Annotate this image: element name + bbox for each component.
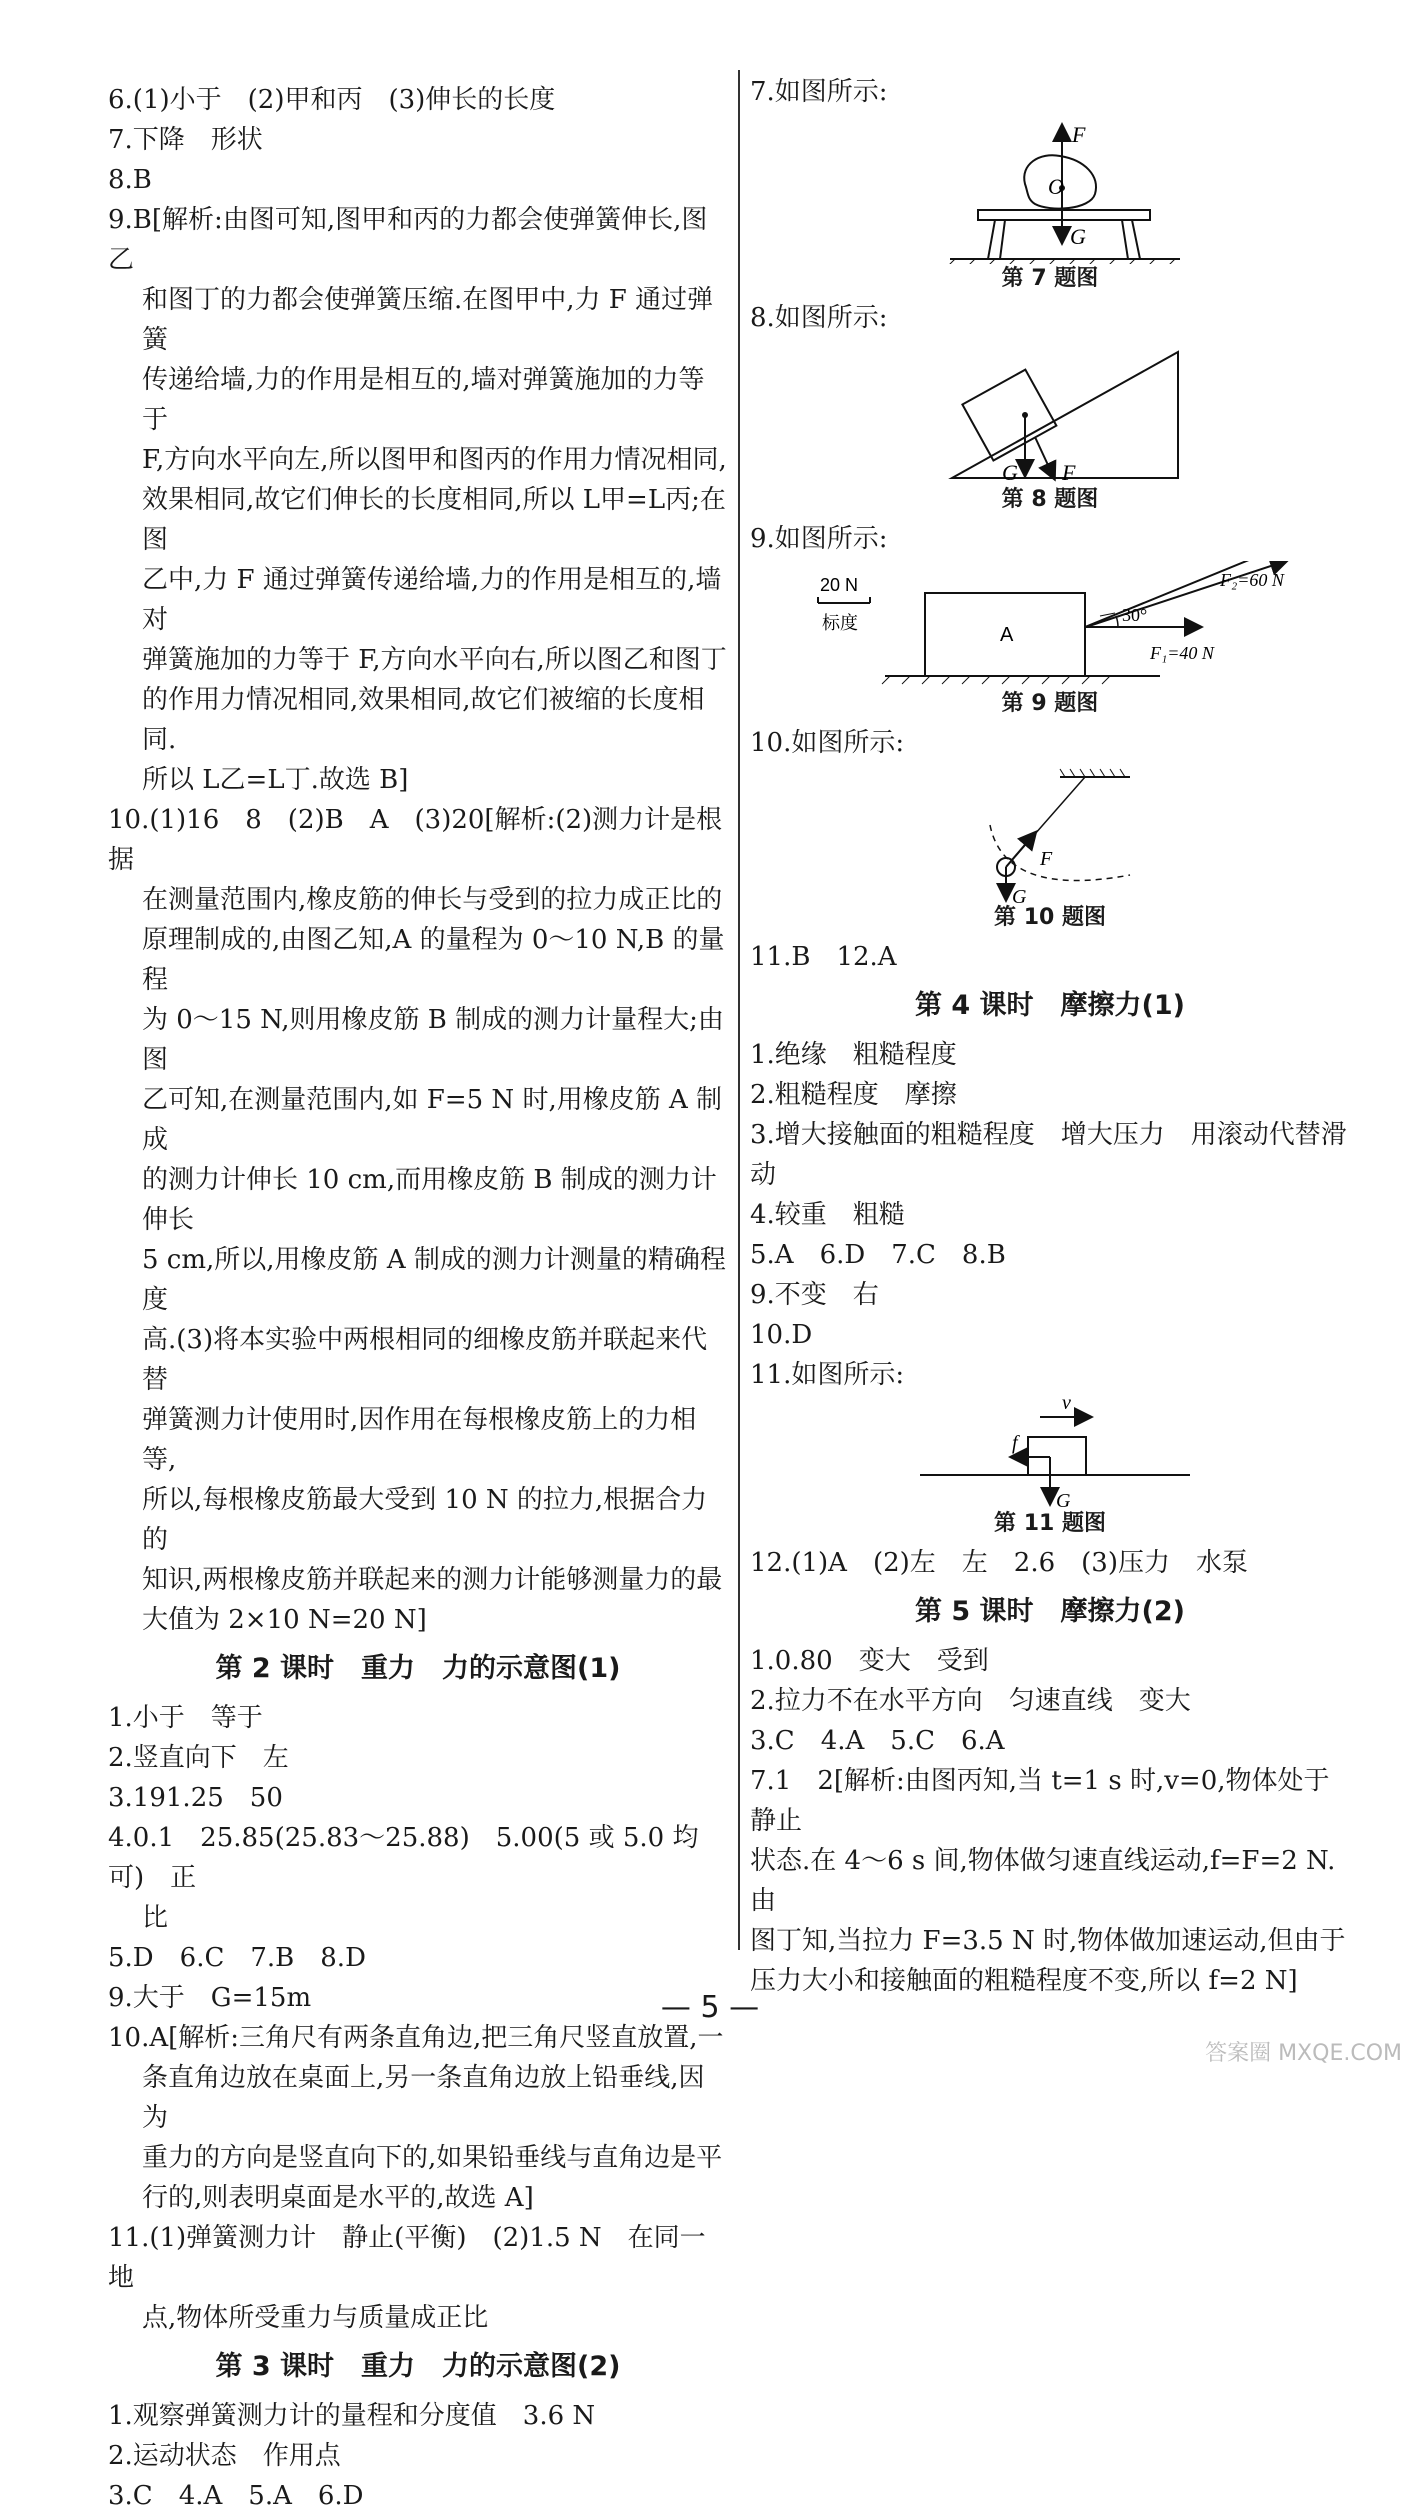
force-label-f1: F₁=40 N [1150, 643, 1214, 663]
lesson-3-answer: 2.运动状态 作用点 [108, 2441, 341, 2471]
lesson-3-answer: 1.观察弹簧测力计的量程和分度值 3.6 N [108, 2401, 596, 2431]
answer-10-line: 的测力计伸长 10 cm,而用橡皮筋 B 制成的测力计伸长 [142, 1165, 717, 1235]
figure-7-caption: 第 7 题图 [1001, 266, 1099, 291]
lesson-5-answer: 1.0.80 变大 受到 [750, 1646, 989, 1676]
answer-10-line: 在测量范围内,橡皮筋的伸长与受到的拉力成正比的 [142, 885, 723, 915]
page-number: — 5 — [660, 1990, 760, 2025]
lesson-5-answer: 3.C 4.A 5.C 6.A [750, 1726, 1005, 1756]
answer-9-line: 传递给墙,力的作用是相互的,墙对弹簧施加的力等于 [142, 365, 705, 435]
lesson-2-answer: 2.竖直向下 左 [108, 1743, 289, 1773]
figure-9 [750, 561, 1350, 719]
answer-9-line: 弹簧施加的力等于 F,方向水平向右,所以图乙和图丁 [142, 645, 727, 675]
figure-8-caption: 第 8 题图 [1001, 487, 1099, 512]
scale-value: 20 N [820, 575, 859, 595]
answer-9-line: F,方向水平向左,所以图甲和图丙的作用力情况相同, [142, 445, 727, 475]
lesson-4-answer: 4.较重 粗糙 [750, 1200, 905, 1230]
lesson-3-answer: 3.C 4.A 5.A 6.D [108, 2481, 364, 2511]
answer-9-line: 所以 L乙=L丁.故选 B] [142, 765, 409, 795]
answer-10-line: 乙可知,在测量范围内,如 F=5 N 时,用橡皮筋 A 制成 [142, 1085, 723, 1155]
figure-11-diagram [750, 1397, 1350, 1509]
section-heading-lesson-2: 第 2 课时 重力 力的示意图(1) [215, 1653, 621, 1684]
figure-8 [750, 340, 1350, 515]
lesson-5-answer: 2.拉力不在水平方向 匀速直线 变大 [750, 1686, 1191, 1716]
section-heading-lesson-4: 第 4 课时 摩擦力(1) [914, 990, 1186, 1021]
figure-7-diagram [750, 114, 1350, 264]
answer-11-12: 11.B 12.A [750, 942, 897, 972]
answer-10-line: 大值为 2×10 N=20 N] [142, 1605, 427, 1635]
figure-9-diagram [750, 561, 1350, 689]
answer-9: 9.B[解析:由图可知,图甲和丙的力都会使弹簧伸长,图乙 [108, 205, 708, 275]
answer-6: 6.(1)小于 (2)甲和丙 (3)伸长的长度 [108, 85, 556, 115]
force-label-f: F [1062, 460, 1076, 485]
lesson-5-answer: 压力大小和接触面的粗糙程度不变,所以 f=2 N] [750, 1966, 1298, 1996]
lesson-5-answer: 图丁知,当拉力 F=3.5 N 时,物体做加速运动,但由于 [750, 1926, 1346, 1956]
force-label-f: F [1040, 848, 1053, 870]
column-divider [738, 70, 740, 1950]
lesson-2-answer: 10.A[解析:三角尺有两条直角边,把三角尺竖直放置,一 [108, 2023, 724, 2053]
point-label-o: O [1048, 174, 1064, 199]
answer-10-line: 为 0～15 N,则用橡皮筋 B 制成的测力计量程大;由图 [142, 1005, 724, 1075]
answer-9-line: 和图丁的力都会使弹簧压缩.在图甲中,力 F 通过弹簧 [142, 285, 714, 355]
answer-9-prompt: 9.如图所示: [750, 524, 888, 554]
watermark-logo: 答案圈 MXQE.COM [1205, 2041, 1402, 2066]
lesson-2-answer: 3.191.25 50 [108, 1783, 283, 1813]
lesson-2-answer: 重力的方向是竖直向下的,如果铅垂线与直角边是平 [142, 2143, 723, 2173]
lesson-4-answer: 11.如图所示: [750, 1360, 905, 1390]
figure-9-caption: 第 9 题图 [1001, 691, 1099, 716]
lesson-2-answer: 5.D 6.C 7.B 8.D [108, 1943, 366, 1973]
answer-7: 7.下降 形状 [108, 125, 263, 155]
figure-10-diagram [750, 765, 1350, 903]
force-label-g: G [1056, 1490, 1071, 1509]
answer-9-line: 的作用力情况相同,效果相同,故它们被缩的长度相同. [142, 685, 705, 755]
lesson-4-answer: 1.绝缘 粗糙程度 [750, 1040, 957, 1070]
angle-label: 30° [1122, 605, 1148, 625]
force-label-f2: F₂=60 N [1220, 570, 1284, 590]
force-label-g: G [1070, 224, 1086, 249]
figure-11-caption: 第 11 题图 [994, 1511, 1106, 1536]
force-label-g: G [1012, 886, 1027, 903]
answer-8: 8.B [108, 165, 152, 195]
lesson-2-answer: 1.小于 等于 [108, 1703, 263, 1733]
right-column [750, 72, 1350, 2001]
lesson-2-answer: 4.0.1 25.85(25.83～25.88) 5.00(5 或 5.0 均可) 正 [108, 1823, 699, 1893]
answer-9-line: 效果相同,故它们伸长的长度相同,所以 L甲=L丙;在图 [142, 485, 726, 555]
lesson-5-answer: 7.1 2[解析:由图丙知,当 t=1 s 时,v=0,物体处于静止 [750, 1766, 1330, 1836]
answer-10-line: 高.(3)将本实验中两根相同的细橡皮筋并联起来代替 [142, 1325, 708, 1395]
answer-10-prompt: 10.如图所示: [750, 728, 905, 758]
answer-8-prompt: 8.如图所示: [750, 303, 888, 333]
figure-10 [750, 765, 1350, 933]
figure-7 [750, 114, 1350, 294]
scale-label: 标度 [822, 613, 858, 634]
answer-10-line: 原理制成的,由图乙知,A 的量程为 0～10 N,B 的量程 [142, 925, 725, 995]
lesson-4-answer: 9.不变 右 [750, 1280, 879, 1310]
answer-9-line: 乙中,力 F 通过弹簧传递给墙,力的作用是相互的,墙对 [142, 565, 722, 635]
section-heading-lesson-5: 第 5 课时 摩擦力(2) [914, 1596, 1186, 1627]
answer-10-line: 弹簧测力计使用时,因作用在每根橡皮筋上的力相等, [142, 1405, 697, 1475]
lesson-4-answer: 2.粗糙程度 摩擦 [750, 1080, 957, 1110]
block-label-a: A [1000, 624, 1014, 646]
answer-10-line: 知识,两根橡皮筋并联起来的测力计能够测量力的最 [142, 1565, 723, 1595]
answer-10: 10.(1)16 8 (2)B A (3)20[解析:(2)测力计是根据 [108, 805, 723, 875]
velocity-label: v [1062, 1397, 1071, 1414]
lesson-2-answer: 9.大于 G=15m [108, 1983, 312, 2013]
answer-7-prompt: 7.如图所示: [750, 77, 888, 107]
lesson-2-answer: 条直角边放在桌面上,另一条直角边放上铅垂线,因为 [142, 2063, 705, 2133]
lesson-2-answer: 点,物体所受重力与质量成正比 [142, 2303, 489, 2333]
lesson-2-answer: 行的,则表明桌面是水平的,故选 A] [142, 2183, 534, 2213]
figure-10-caption: 第 10 题图 [994, 905, 1106, 930]
figure-8-diagram [750, 340, 1350, 485]
answer-10-line: 5 cm,所以,用橡皮筋 A 制成的测力计测量的精确程度 [142, 1245, 726, 1315]
force-label-f: F [1072, 122, 1086, 147]
lesson-4-answer: 10.D [750, 1320, 813, 1350]
answer-12: 12.(1)A (2)左 左 2.6 (3)压力 水泵 [750, 1548, 1248, 1578]
friction-label: f [1012, 1432, 1018, 1454]
lesson-4-answer: 3.增大接触面的粗糙程度 增大压力 用滚动代替滑动 [750, 1120, 1347, 1190]
lesson-2-answer: 比 [142, 1903, 169, 1933]
figure-11 [750, 1397, 1350, 1539]
left-column [108, 80, 728, 2516]
lesson-4-answer: 5.A 6.D 7.C 8.B [750, 1240, 1006, 1270]
lesson-2-answer: 11.(1)弹簧测力计 静止(平衡) (2)1.5 N 在同一地 [108, 2223, 706, 2293]
answer-10-line: 所以,每根橡皮筋最大受到 10 N 的拉力,根据合力的 [142, 1485, 708, 1555]
force-label-g: G [1002, 460, 1018, 485]
section-heading-lesson-3: 第 3 课时 重力 力的示意图(2) [215, 2351, 621, 2382]
lesson-5-answer: 状态.在 4～6 s 间,物体做匀速直线运动,f=F=2 N.由 [750, 1846, 1336, 1916]
